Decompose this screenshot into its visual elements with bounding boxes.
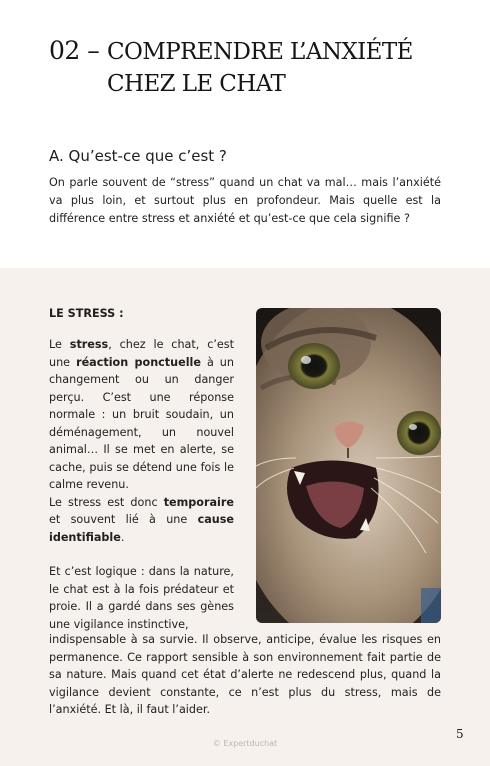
top-section (0, 0, 490, 268)
chapter-title-line2: CHEZ LE CHAT (107, 71, 286, 97)
stress-paragraph-2: Le stress est donc temporaire et souvent lié à une cause identifiable. (49, 495, 234, 544)
intro-paragraph: On parle souvent de “stress” quand un chat va mal… mais l’anxiété va plus loin, et surtout plus en profondeur. Mais quelle est la différence entre stress et anxiété et qu’est-ce que cela signifie ? (49, 176, 441, 225)
section-heading: A. Qu’est-ce que c’est ? (49, 147, 227, 165)
stress-paragraph-1: Le stress, chez le chat, c’est une réaction ponctuelle à un changement ou un danger perçu. C’est une réponse normale : un bruit soudain, un déménagement, un nouvel animal… Il se met en alerte, se cache, puis se détend une fois le calme revenu. (49, 338, 234, 491)
chapter-title (107, 36, 467, 100)
stress-heading: LE STRESS : (49, 307, 124, 320)
stress-paragraph-3-start: Et c’est logique : dans la nature, le chat est à la fois prédateur et proie. Il a gardé dans ses gènes une vigilance instinctive, (49, 565, 234, 631)
page-number: 5 (456, 727, 464, 741)
chapter-number: 02 – (49, 36, 100, 65)
chapter-title-line1: COMPRENDRE L’ANXIÉTÉ (107, 39, 413, 65)
cat-photo (256, 308, 441, 623)
stress-text-column (49, 336, 234, 633)
footer-copyright: © Expertduchat (212, 739, 278, 748)
stress-paragraph-3-continued: indispensable à sa survie. Il observe, anticipe, évalue les risques en permanence. Ce rapport sensible à son environnement fait partie de sa nature. Mais quand cet état d’alerte ne redescend plus, quand la vigilance devient constante, ce n’est plus du stress, mais de l’anxiété. Et là, il faut l’aider. (49, 633, 441, 716)
